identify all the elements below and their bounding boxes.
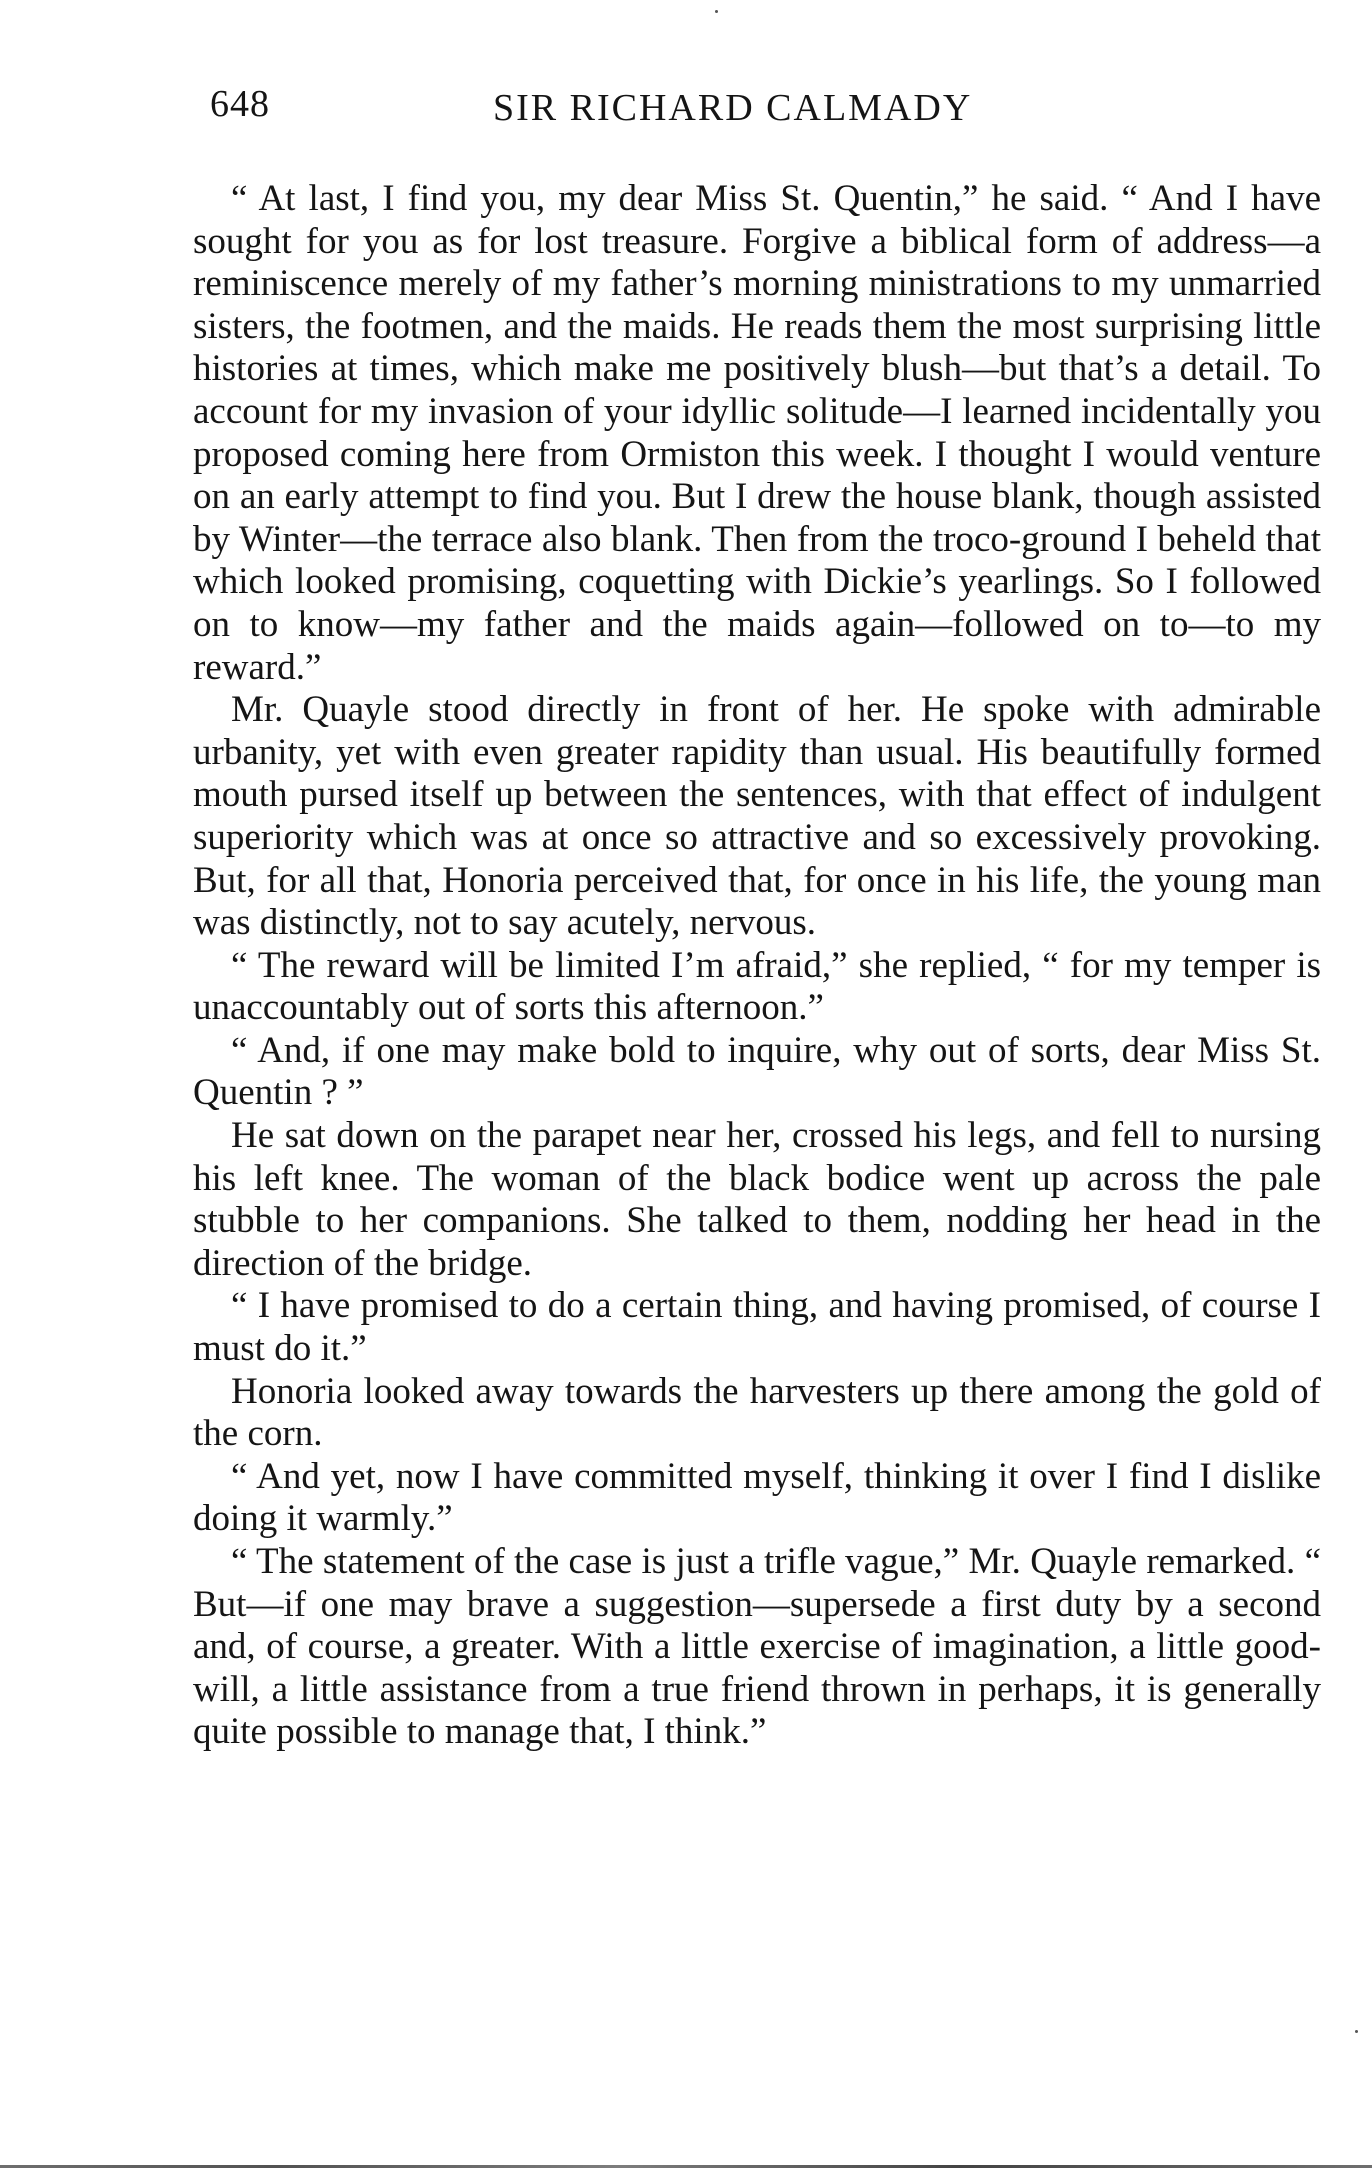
paragraph: “ And, if one may make bold to inquire, why out of sorts, dear Miss St. Quentin ? ” [193,1029,1321,1114]
paragraph: “ And yet, now I have committed myself, thinking it over I find I dislike doing it warmly.” [193,1455,1321,1540]
paragraph: Honoria looked away towards the harvesters up there among the gold of the corn. [193,1370,1321,1455]
page-number: 648 [210,83,270,125]
paragraph: “ The statement of the case is just a trifle vague,” Mr. Quayle remarked. “ But—if one may brave a suggestion—supersede a first duty by a second and, of course, a greater. With a little exercise of imagination, a little good-will, a little assistance from a true friend thrown in perhaps, it is generally quite possible to manage that, I think.” [193,1541,1321,1753]
paragraph: “ At last, I find you, my dear Miss St. Quentin,” he said. “ And I have sought for you as for lost treasure. Forgive a biblical form of address—a reminiscence merely of my father’s morning ministrations to my unmarried sisters, the footmen, and the maids. He reads them the most surprising little histories at times, which make me positively blush—but that’s a detail. To account for my invasion of your idyllic solitude—I learned incidentally you proposed coming here from Ormiston this week. I thought I would venture on an early attempt to find you. But I drew the house blank, though assisted by Winter—the terrace also blank. Then from the troco-ground I beheld that which looked promising, coquetting with Dickie’s yearlings. So I followed on to know—my father and the maids again—followed on to—to my reward.” [193,178,1321,688]
paragraph: “ I have promised to do a certain thing, and having promised, of course I must do it.” [193,1285,1321,1370]
scan-speck [715,10,718,13]
page-header [210,82,1330,142]
running-title: SIR RICHARD CALMADY [493,87,973,129]
paragraph: He sat down on the parapet near her, crossed his legs, and fell to nursing his left knee. The woman of the black bodice went up across the pale stubble to her companions. She talked to them, nodding her head in the direction of the bridge. [193,1115,1321,1284]
scan-edge-rule [0,2165,1372,2168]
scan-speck [1355,2030,1358,2033]
paragraph: Mr. Quayle stood directly in front of her. He spoke with admirable urbanity, yet with even greater rapidity than usual. His beautifully formed mouth pursed itself up between the sentences, with that effect of indulgent superiority which was at once so attractive and so excessively provoking. But, for all that, Honoria perceived that, for once in his life, the young man was distinctly, not to say acutely, nervous. [193,689,1321,944]
body-text [193,178,1321,1754]
paragraph: “ The reward will be limited I’m afraid,” she replied, “ for my temper is unaccountably out of sorts this afternoon.” [193,944,1321,1029]
